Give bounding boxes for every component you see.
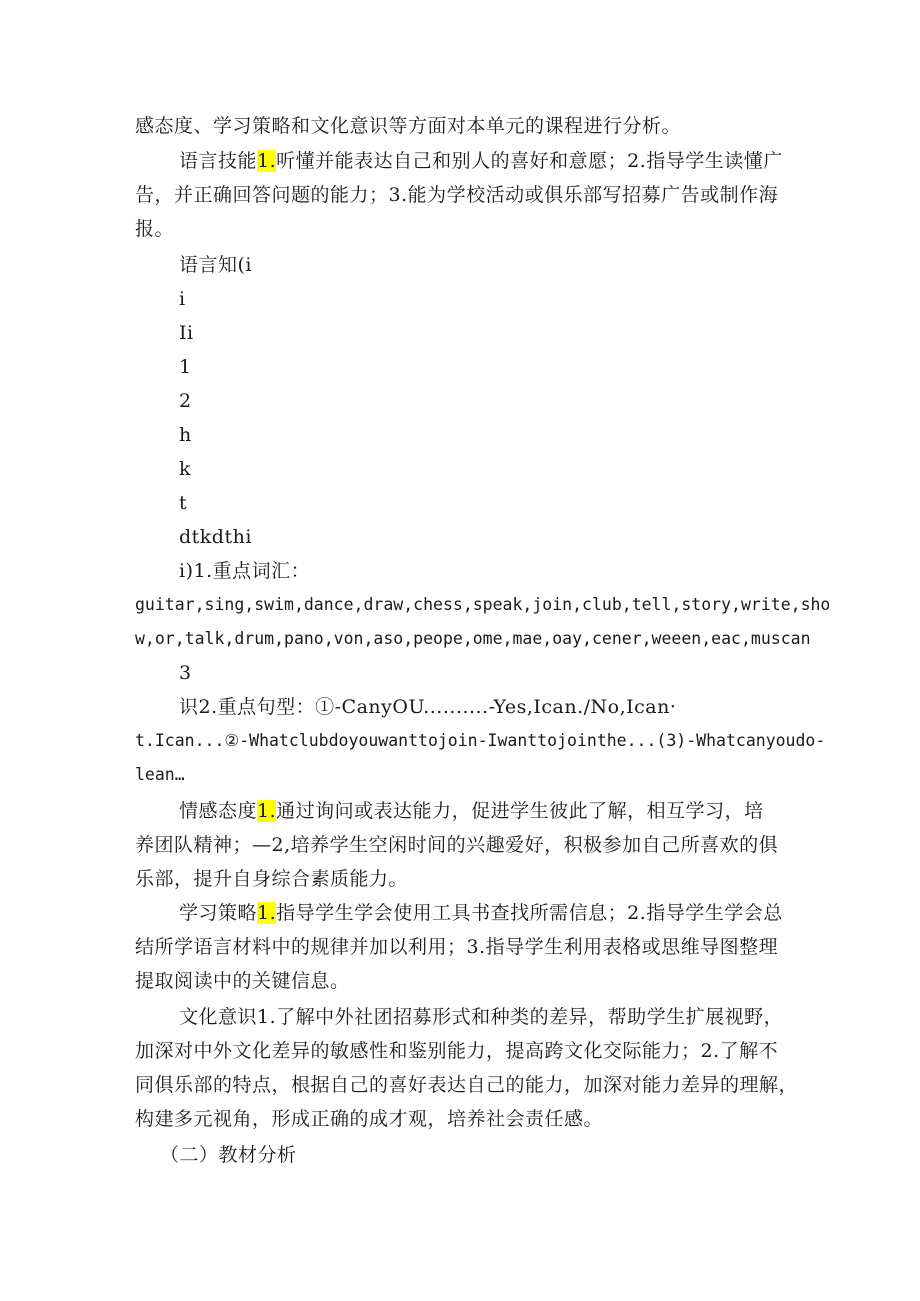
text-span: 指导学生学会使用工具书查找所需信息；2.指导学生学会总 bbox=[276, 902, 783, 924]
text-line: 3 bbox=[179, 662, 192, 684]
text-line: 感态度、学习策略和文化意识等方面对本单元的课程进行分析。 bbox=[135, 115, 682, 137]
text-line: 乐部，提升自身综合素质能力。 bbox=[135, 868, 409, 890]
text-line: 2 bbox=[179, 390, 192, 412]
text-line: 同俱乐部的特点，根据自己的喜好表达自己的能力，加深对能力差异的理解， bbox=[135, 1074, 799, 1096]
text-line: 语言知(i bbox=[179, 254, 252, 276]
text-line: 养团队精神；—2,培养学生空闲时间的兴趣爱好，积极参加自己所喜欢的俱 bbox=[135, 834, 779, 856]
text-line: 结所学语言材料中的规律并加以利用；3.指导学生利用表格或思维导图整理 bbox=[135, 936, 779, 958]
section-label: 情感态度 bbox=[179, 800, 258, 822]
text-span: 通过询问或表达能力，促进学生彼此了解，相互学习，培 bbox=[276, 800, 764, 822]
text-line: t bbox=[179, 492, 188, 514]
text-line: 构建多元视角，形成正确的成才观，培养社会责任感。 bbox=[135, 1108, 604, 1130]
highlighted-number: 1. bbox=[257, 902, 277, 924]
text-line-emotional-attitude bbox=[179, 798, 764, 824]
text-span: 听懂并能表达自己和别人的喜好和意愿；2.指导学生读懂广 bbox=[276, 150, 783, 172]
text-line: dtkdthi bbox=[179, 526, 252, 548]
sentence-line: lean… bbox=[135, 765, 185, 784]
text-line: i bbox=[179, 288, 186, 310]
text-line: 报。 bbox=[135, 218, 175, 240]
text-line: 1 bbox=[179, 356, 192, 378]
section-heading: （二）教材分析 bbox=[160, 1144, 297, 1166]
text-line-cultural-awareness: 文化意识1.了解中外社团招募形式和种类的差异，帮助学生扩展视野， bbox=[179, 1006, 784, 1028]
sentence-line: t.Ican...②-Whatclubdoyouwanttojoin-Iwanttojointhe...(3)-Whatcanyoudo- bbox=[135, 731, 826, 750]
text-line-learning-strategy bbox=[179, 900, 783, 926]
section-label: 语言技能 bbox=[179, 150, 258, 172]
text-line: 告，并正确回答问题的能力；3.能为学校活动或俱乐部写招募广告或制作海 bbox=[135, 184, 779, 206]
section-label: 学习策略 bbox=[179, 902, 258, 924]
text-line: 提取阅读中的关键信息。 bbox=[135, 970, 350, 992]
text-line-sentence-patterns: 识2.重点句型：①-CanyOU..........-Yes,Ican./No,Ican· bbox=[179, 696, 677, 718]
vocabulary-line: w,or,talk,drum,pano,von,aso,peope,ome,mae,oay,cener,weeen,eac,muscan bbox=[135, 629, 811, 648]
highlighted-number: 1. bbox=[257, 150, 277, 172]
text-line: i)1.重点词汇： bbox=[179, 560, 311, 582]
highlighted-number: 1. bbox=[257, 800, 277, 822]
text-line: 加深对中外文化差异的敏感性和鉴别能力，提高跨文化交际能力；2.了解不 bbox=[135, 1040, 779, 1062]
text-line: k bbox=[179, 458, 192, 480]
text-line: h bbox=[179, 424, 192, 446]
text-line: Ii bbox=[179, 322, 194, 344]
text-line-language-skills bbox=[179, 148, 783, 174]
vocabulary-line: guitar,sing,swim,dance,draw,chess,speak,join,club,tell,story,write,sho bbox=[135, 595, 831, 614]
